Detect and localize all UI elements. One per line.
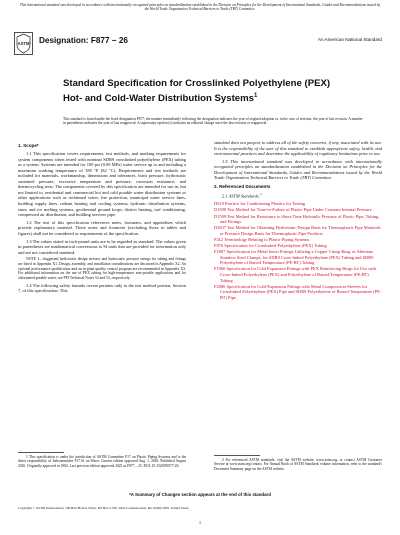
paragraph-1-2: 1.2 The text of this specification references notes, footnotes, and appendixes which provide explanatory material. These notes and footnotes (excluding those in tables and figures) shall not be considered as requirements of the specification.	[18, 219, 186, 236]
reference-code-link[interactable]: D618	[214, 201, 224, 207]
paragraph-1-4: 1.4 The following safety hazards caveat pertains only to the test method portion, Section 7, of this specification: This	[18, 282, 186, 294]
footnote-divider	[214, 455, 260, 456]
title-footnote-mark: 1	[254, 93, 258, 100]
footnote-area-left	[18, 450, 186, 470]
reference-title-link[interactable]: Specification for Metal Insert Fittings Utilizing a Copper Crimp Ring, or Alternate Stainless Steel Clamps, for SDR9 Cross-linked Polyethylene (PEX) Tubing and SDR9 Polyethylene of Raised Temperature (PE-RT) Tubing	[220, 249, 374, 266]
subheading-footnote-mark: 2	[260, 192, 262, 197]
reference-title-link[interactable]: Terminology Relating to Plastic Piping Systems	[224, 236, 310, 242]
footnote-divider	[18, 452, 64, 453]
document-title	[63, 78, 343, 106]
copyright-line: Copyright © ASTM International, 100 Barr Harbor Drive, PO Box C700, West Conshohocken, PA 19428-2959. United States	[18, 506, 189, 510]
standard-type: An American National Standard	[317, 37, 382, 42]
reference-item	[214, 243, 382, 249]
astm-logo-icon	[14, 32, 33, 55]
right-column	[214, 140, 382, 301]
paragraph-1-1: 1.1 This specification covers requirements, test methods, and marking requirements for system components when tested with nominal SDR9 crosslinked polyethylene (PEX) tubing as a system. Systems are intended for 100 psi (0.69 MPa) water service up to and including a maximum working temperature of 180 °F (82 °C). Requirements and test methods are included for materials, workmanship, dimensions and tolerances, burst pressure, hydrostatic sustained pressure, excessive temperature and pressure, corrosion resistance, and thermocycling tests. The components covered by this specification are intended for use in, but not limited to, residential and commercial hot and cold potable water distribution systems or other applications such as reclaimed water, fire protection, municipal water service lines, building supply lines, radiant heating and cooling systems, hydronic distribution systems, snow and ice melting systems, geothermal ground loops, district heating, turf conditioning, compressed air distribution, and building services pipe.	[18, 151, 186, 218]
left-column	[18, 140, 186, 296]
section-heading-referenced-documents: 2. Referenced Documents	[214, 184, 271, 190]
reference-item	[214, 249, 382, 266]
reference-title-link[interactable]: Specification for Cold-Expansion Fittings with Metal Compression-Sleeves for Crosslinked Polyethylene (PEX) Pipe and SDR9 Polyethylene of Raised Temperature (PE-RT) Pipe	[220, 283, 382, 300]
reference-item	[214, 284, 382, 301]
reference-item	[214, 237, 382, 243]
reference-code-link[interactable]: D2837	[214, 225, 227, 231]
reference-title-link[interactable]: Test Method for Time-to-Failure of Plastic Pipe Under Constant Internal Pressure	[227, 207, 372, 213]
reference-code-link[interactable]: F412	[214, 236, 224, 242]
title-text: Standard Specification for Crosslinked Polyethylene (PEX) Hot- and Cold-Water Distribution Systems	[63, 78, 331, 105]
reference-item	[214, 207, 382, 213]
note-1: NOTE 1—Suggested hydrostatic design stresses and hydrostatic pressure ratings for tubing and fittings are listed in Appendix X1. Design, assembly, and installation considerations are discussed in Appendix X2. An optional performance qualification and an in-plant quality control program are recommended in Appendix X3. For additional information on the use of PEX tubing for high-temperature non-potable applications and for chlorinated potable water, see PPI Technical Notes 52 and 53, respectively.	[18, 257, 186, 280]
reference-item	[214, 201, 382, 207]
svg-text:ASTM: ASTM	[17, 41, 30, 46]
reference-item	[214, 266, 382, 283]
reference-code-link[interactable]: F1807	[214, 249, 226, 255]
reference-code-link[interactable]: F2080	[214, 283, 226, 289]
reference-code-link[interactable]: D1599	[214, 213, 227, 219]
section-heading-scope: 1. Scope*	[18, 143, 39, 148]
paragraph-1-3: 1.3 The values stated in inch-pound units are to be regarded as standard. The values given in parentheses are mathematical conversions to SI units that are provided for information only and are not considered standard.	[18, 238, 186, 255]
page-number: 1	[198, 520, 202, 525]
wto-notice: This international standard was developed in accordance with internationally recognized principles on standardization established in the Decision on Principles for the Development of International Standards, Guides and Recommendations issued by the World Trade Organization Technical Barriers to Trade (TBT) Committee.	[19, 3, 381, 12]
footnote-area-right	[214, 453, 382, 473]
reference-title-link[interactable]: Practice for Conditioning Plastics for Testing	[224, 201, 306, 207]
reference-item	[214, 214, 382, 225]
reference-code-link[interactable]: D1598	[214, 207, 227, 213]
summary-of-changes-note: *A Summary of Changes section appears at the end of this standard	[129, 492, 271, 497]
reference-title-link[interactable]: Specification for Crosslinked Polyethylene (PEX) Tubing	[224, 243, 327, 249]
reference-code-link[interactable]: F876	[214, 243, 224, 249]
subheading-text: 2.1 ASTM Standards:	[222, 193, 261, 199]
paragraph-safety-continued: standard does not purport to address all of the safety concerns, if any, associated with its use. It is the responsibility of the user of this standard to establish appropriate safety, health, and environmental practices and determine the applicability of regulatory limitations prior to use.	[214, 140, 382, 157]
reference-title-link[interactable]: Test Method for Resistance to Short-Time Hydraulic Pressure of Plastic Pipe, Tubing, and Fittings	[220, 213, 380, 225]
astm-standards-subheading	[214, 192, 382, 199]
footnote-1: 1 This specification is under the jurisdiction of ASTM Committee F17 on Plastic Piping Systems and is the direct responsibility of Subcommittee F17.61 on Water. Current edition approved Aug. 1, 2026. Published August 2026. Originally approved in 1984. Last previous edition approved 2025 as F877 – 25. DOI: 10.1520/F0877-26.	[18, 455, 186, 468]
reference-code-link[interactable]: F1960	[214, 266, 226, 272]
reference-list	[214, 201, 382, 300]
issued-note: This standard is issued under the fixed designation F877; the number immediately following the designation indicates the year of original adoption or, in the case of revision, the year of last revision. A number in parentheses indicates the year of last reapproval. A superscript epsilon (ε) indicates an editorial change since the last revision or reapproval.	[63, 117, 363, 126]
footnote-2: 2 For referenced ASTM standards, visit the ASTM website, www.astm.org, or contact ASTM Customer Service at www.astm.org/contact. For Annual Book of ASTM Standards volume information, refer to the standard's Document Summary page on the ASTM website.	[214, 458, 382, 471]
designation: Designation: F877 − 26	[39, 36, 128, 45]
reference-title-link[interactable]: Specification for Cold Expansion Fittings with PEX Reinforcing Rings for Use with Cross-linked Polyethylene (PEX) and Polyethylene of Raised Temperature (PE-RT) Tubing	[220, 266, 376, 283]
reference-item	[214, 225, 382, 236]
paragraph-1-5: 1.5 This international standard was developed in accordance with internationally recognized principles on standardization established in the Decision on Principles for the Development of International Standards, Guides and Recommendations issued by the World Trade Organization Technical Barriers to Trade (TBT) Committee.	[214, 158, 382, 181]
reference-title-link[interactable]: Test Method for Obtaining Hydrostatic Design Basis for Thermoplastic Pipe Materials or Pressure Design Basis for Thermoplastic Pipe Products	[220, 225, 381, 236]
